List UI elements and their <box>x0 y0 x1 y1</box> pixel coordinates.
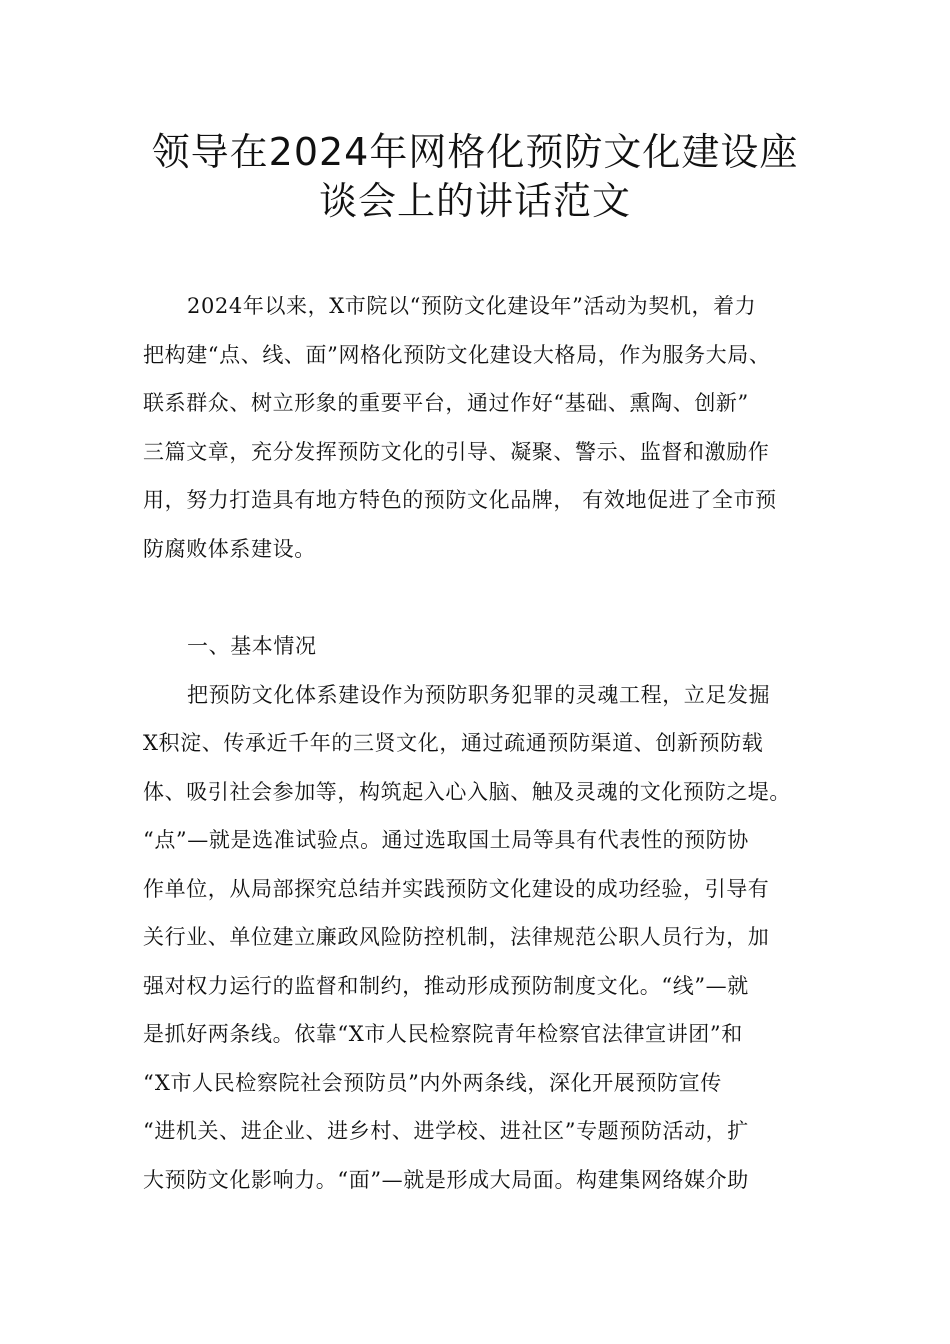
title-line: 领导在2024年网格化预防文化建设座 <box>151 130 799 174</box>
body-line: 强对权力运行的监督和制约，推动形成预防制度文化。“线”—就 <box>143 973 749 998</box>
body-line: 把预防文化体系建设作为预防职务犯罪的灵魂工程，立足发掘 <box>187 682 771 707</box>
document-body <box>143 282 811 1204</box>
intro-line: 联系群众、树立形象的重要平台，通过作好“基础、熏陶、创新” <box>143 391 749 415</box>
intro-line: 三篇文章，充分发挥预防文化的引导、凝聚、警示、监督和激励作 <box>143 439 770 464</box>
body-line: 作单位，从局部探究总结并实践预防文化建设的成功经验，引导有 <box>143 876 770 901</box>
paragraph-gap <box>143 573 811 622</box>
section-heading: 一、基本情况 <box>187 634 317 658</box>
intro-line: 防腐败体系建设。 <box>143 536 316 561</box>
intro-line: 用，努力打造具有地方特色的预防文化品牌， 有效地促进了全市预 <box>143 488 777 512</box>
body-line: “点”—就是选准试验点。通过选取国土局等具有代表性的预防协 <box>143 828 749 852</box>
document-title <box>0 124 950 221</box>
body-line: 体、吸引社会参加等，构筑起入心入脑、触及灵魂的文化预防之堤。 <box>143 779 791 804</box>
body-line: 是抓好两条线。依靠“X市人民检察院青年检察官法律宣讲团”和 <box>143 1022 743 1046</box>
body-line: 大预防文化影响力。“面”—就是形成大局面。构建集网络媒介助 <box>143 1167 749 1192</box>
body-line: “进机关、进企业、进乡村、进学校、进社区”专题预防活动，扩 <box>143 1119 749 1143</box>
body-line: “X市人民检察院社会预防员”内外两条线，深化开展预防宣传 <box>143 1070 722 1095</box>
intro-line: 把构建“点、线、面”网格化预防文化建设大格局，作为服务大局、 <box>143 342 771 367</box>
title-line: 谈会上的讲话范文 <box>318 178 631 223</box>
body-line: 关行业、单位建立廉政风险防控机制，法律规范公职人员行为，加 <box>143 925 770 949</box>
body-line: X积淀、传承近千年的三贤文化，通过疏通预防渠道、创新预防载 <box>143 731 764 755</box>
intro-line: 2024年以来，X市院以“预防文化建设年”活动为契机，着力 <box>187 294 757 318</box>
